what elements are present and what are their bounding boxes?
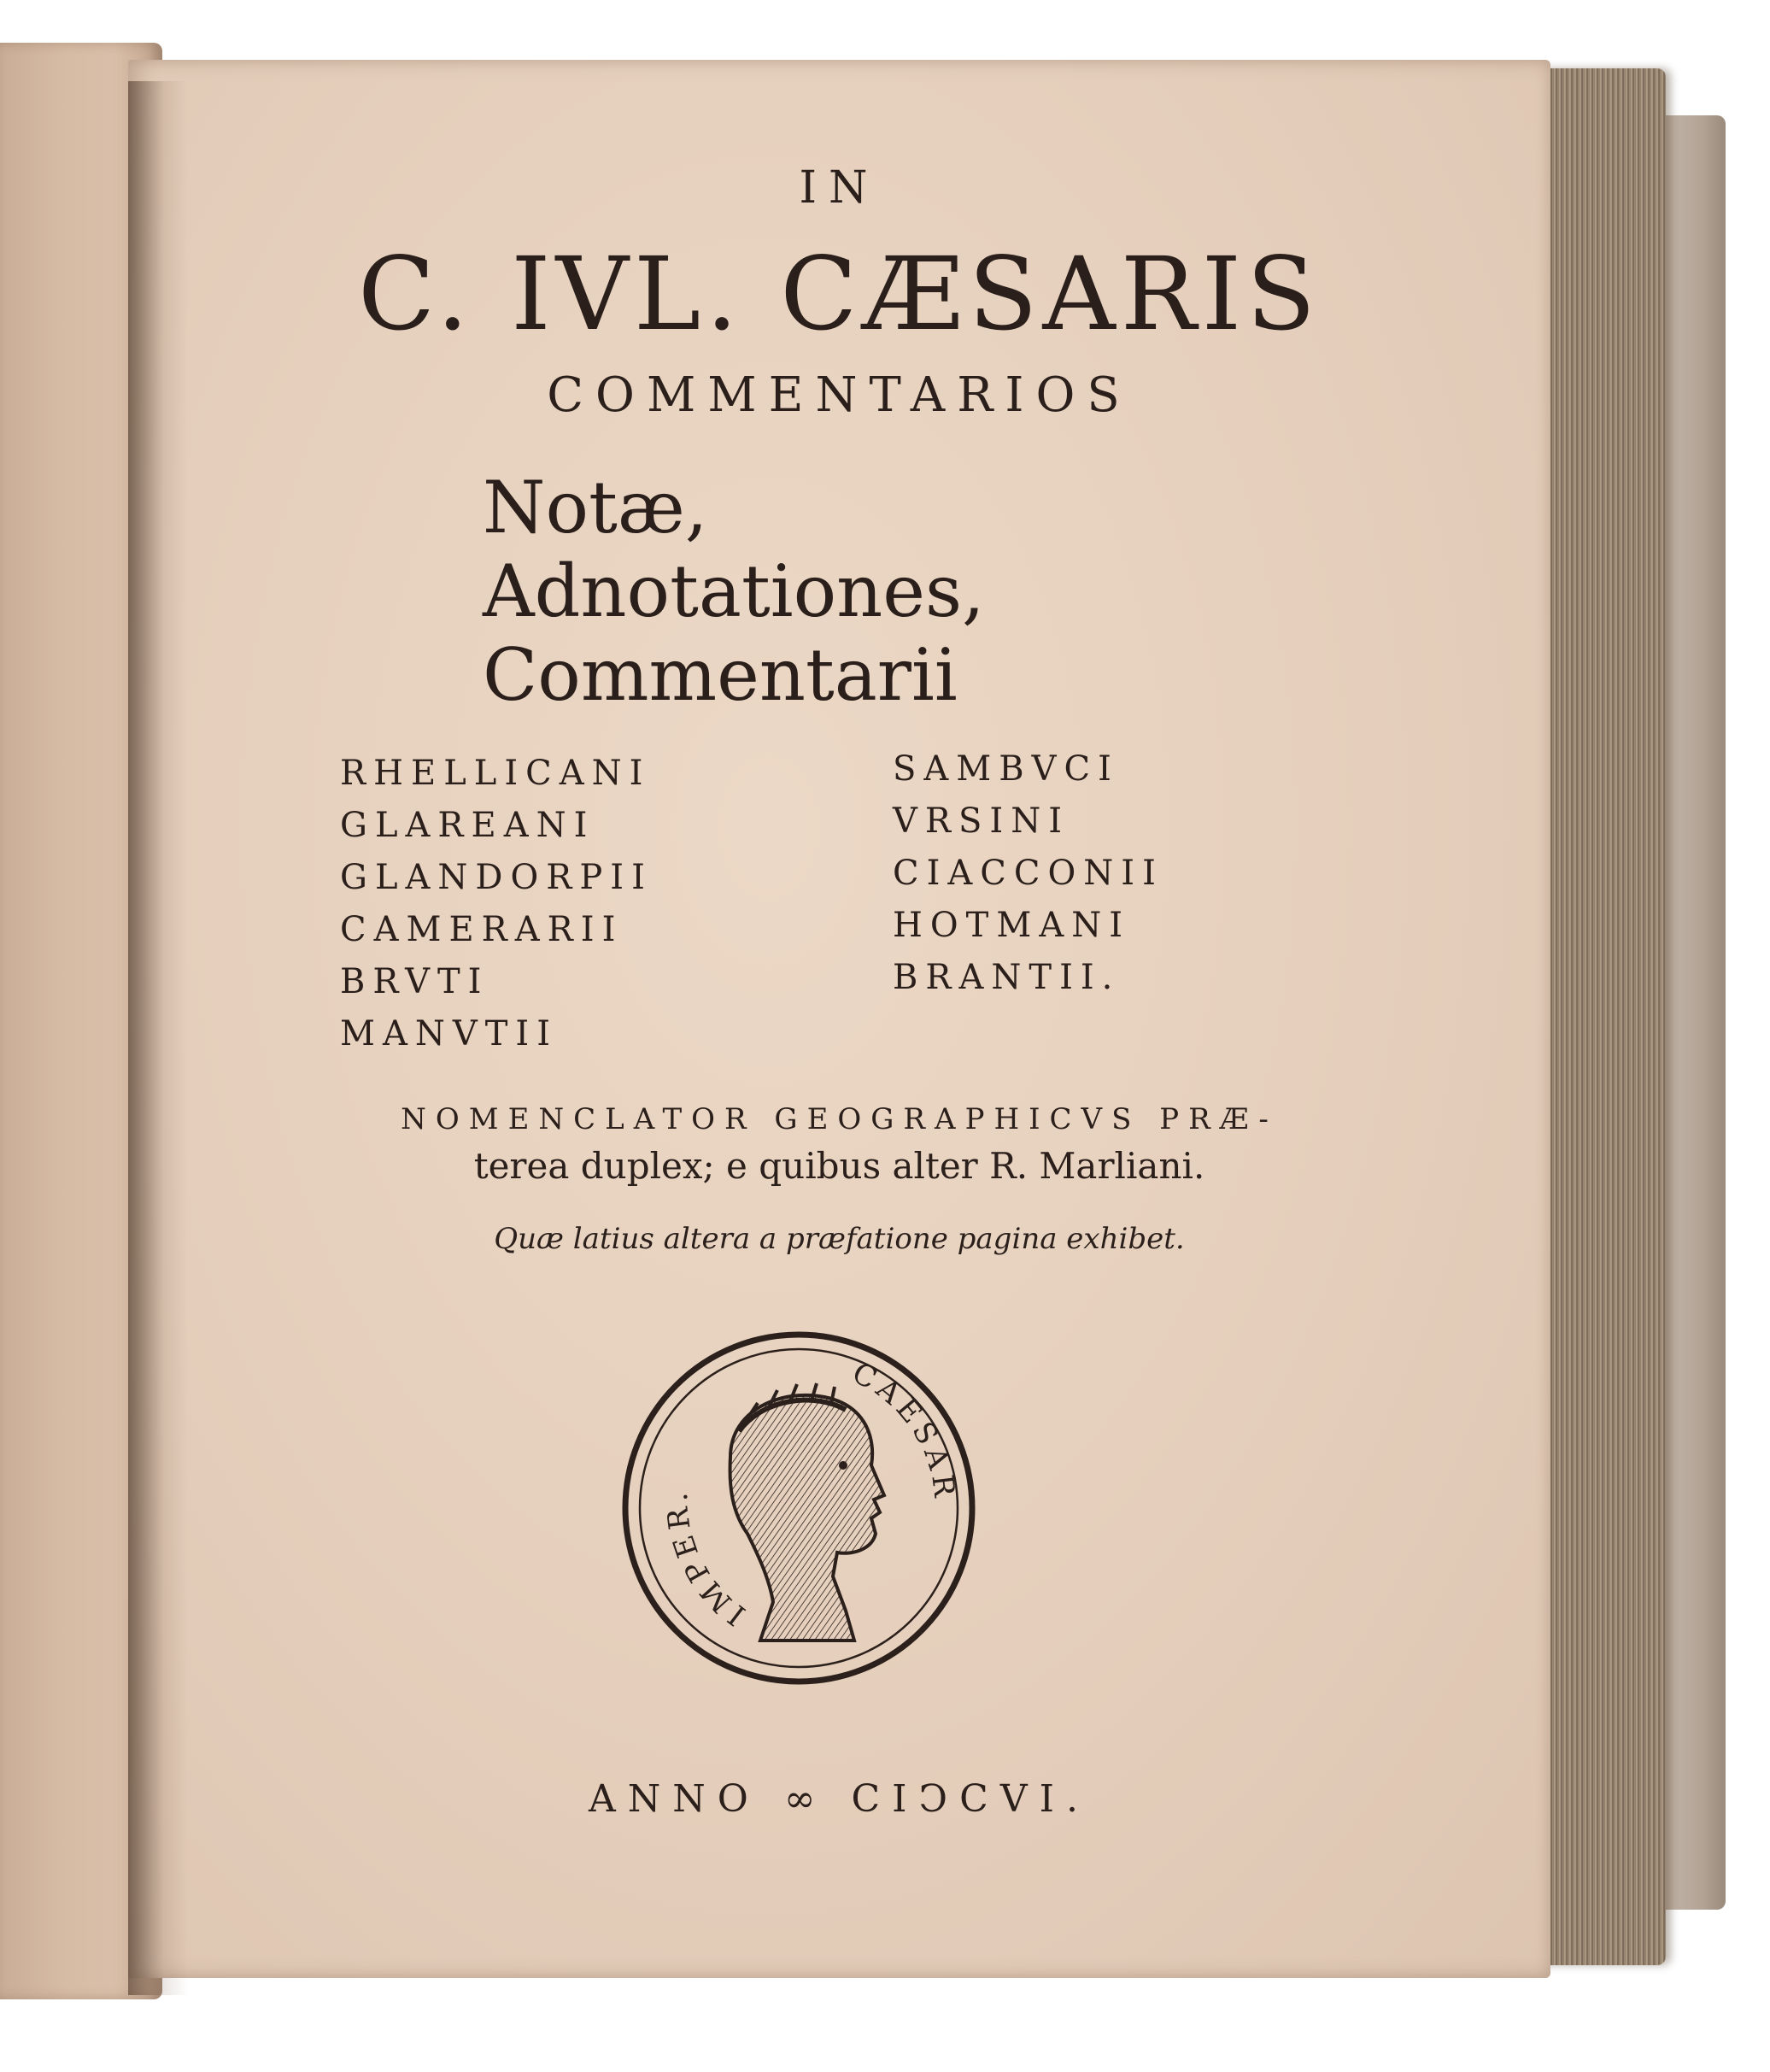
nomenclator-line: NOMENCLATOR GEOGRAPHICVS PRÆ-	[401, 1102, 1278, 1136]
coin-legend-right: CAESAR	[847, 1355, 962, 1504]
name-camerarii: CAMERARII	[340, 910, 624, 949]
title-line-commentarios: COMMENTARIOS	[547, 367, 1132, 423]
name-bruti: BRVTI	[340, 962, 489, 1001]
imprint-date: ANNO ∞ CIϽCVI.	[589, 1777, 1090, 1821]
name-manutii: MANVTII	[340, 1014, 559, 1054]
name-ciacconii: CIACCONII	[893, 854, 1163, 893]
caesar-coin-medallion	[619, 1329, 978, 1688]
coin-legend-left: IMPER.	[659, 1486, 753, 1632]
name-rhellicani: RHELLICANI	[340, 754, 651, 793]
main-title: C. IVL. CÆSARIS	[357, 235, 1322, 353]
page-block-edges	[1538, 68, 1666, 1965]
name-glandorpii: GLANDORPII	[340, 858, 653, 897]
nomenclator-continuation: terea duplex; e quibus alter R. Marliani.	[473, 1145, 1205, 1187]
note-line-adnotationes: Adnotationes,	[483, 549, 985, 633]
title-line-in: IN	[799, 162, 880, 214]
name-ursini: VRSINI	[893, 801, 1070, 841]
note-line-commentarii: Commentarii	[483, 633, 958, 717]
commentator-names-right	[893, 743, 1163, 1004]
notes-block	[483, 466, 985, 717]
name-brantii: BRANTII.	[893, 958, 1121, 997]
commentator-names-left	[340, 748, 653, 1060]
name-sambuci: SAMBVCI	[893, 749, 1119, 789]
name-hotmani: HOTMANI	[893, 906, 1130, 945]
italic-note-line: Quæ latius altera a præfatione pagina exhibet.	[494, 1222, 1185, 1256]
name-glareani: GLAREANI	[340, 806, 595, 845]
note-line-notae: Notæ,	[483, 466, 708, 549]
caesar-profile-icon	[730, 1383, 884, 1641]
